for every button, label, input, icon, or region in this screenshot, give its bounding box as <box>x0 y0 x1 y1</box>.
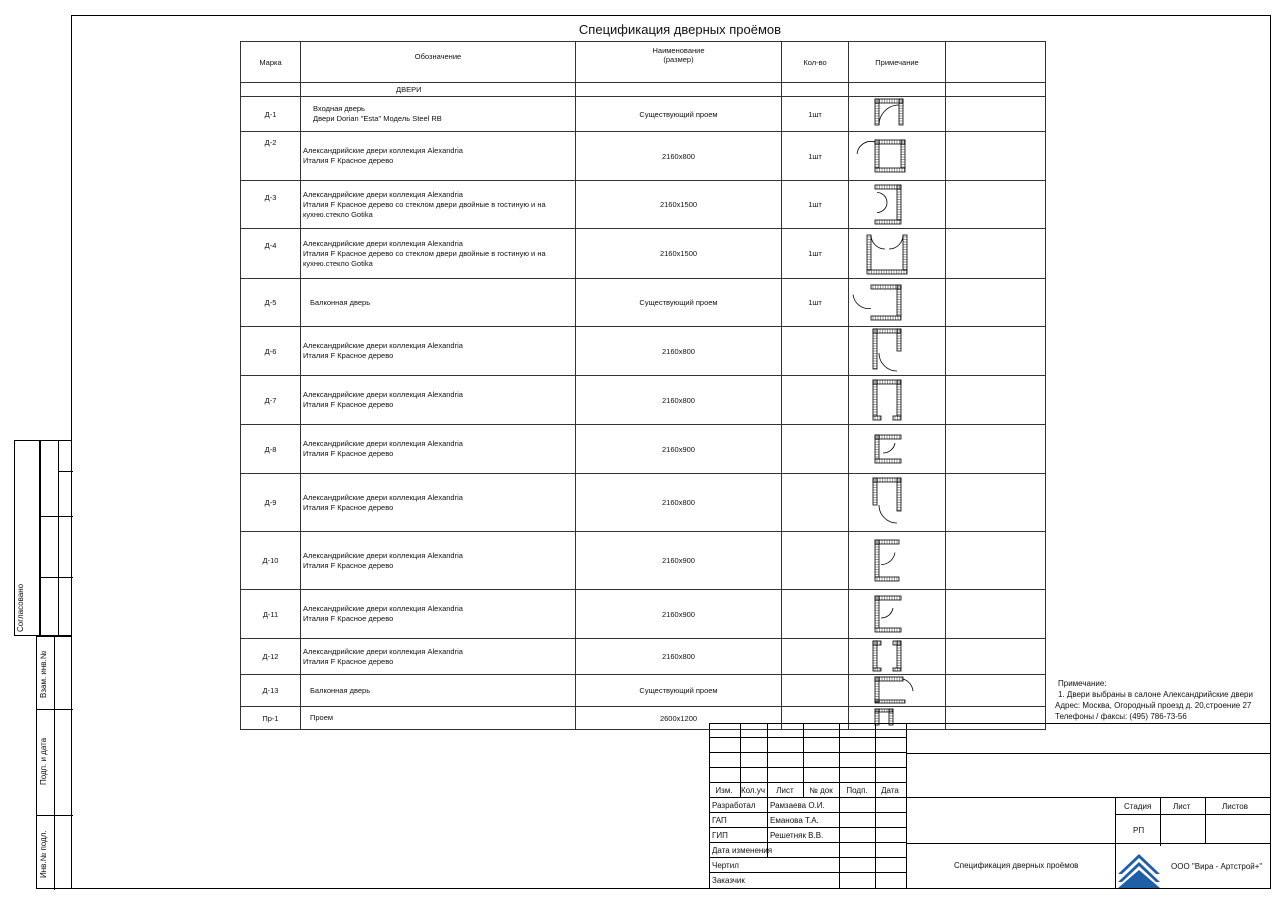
side-stamp-agreed-title <box>14 440 40 636</box>
row-mark: Д-9 <box>241 474 301 532</box>
row-designation <box>301 279 576 327</box>
row-mark: Д-8 <box>241 425 301 474</box>
row-mark: Д-2 <box>241 132 301 181</box>
stage-value: РП <box>1133 826 1145 835</box>
row-extra <box>946 590 1046 639</box>
row-desc-1: Александрийские двери коллекция Alexandria <box>303 390 463 399</box>
row-qty <box>782 532 849 590</box>
row-plan <box>849 474 946 532</box>
table-row <box>241 97 1046 132</box>
door-plan-icon <box>849 474 945 529</box>
row-designation <box>301 97 576 132</box>
row-desc-2: Италия F Красное дерево <box>303 156 394 165</box>
row-plan <box>849 132 946 181</box>
side-label-replace: Взам. инв.№ <box>39 650 48 698</box>
side-label-inv-no: Инв.№ подл. <box>39 830 48 878</box>
row-designation <box>301 425 576 474</box>
row-desc-1: Александрийские двери коллекция Alexandria <box>303 439 463 448</box>
stamp-col-label: Дата <box>881 786 899 795</box>
row-qty: 1шт <box>782 229 849 279</box>
sheets-label: Листов <box>1222 802 1248 811</box>
table-row <box>241 181 1046 229</box>
stamp-col-label: Подп. <box>846 786 868 795</box>
sheet-label: Лист <box>1173 802 1191 811</box>
row-desc-1: Александрийские двери коллекция Alexandria <box>303 550 463 560</box>
header-row <box>241 42 1046 83</box>
row-qty <box>782 474 849 532</box>
stamp-role: Дата изменения <box>712 846 773 855</box>
section-title: ДВЕРИ <box>301 83 576 97</box>
row-qty <box>782 376 849 425</box>
row-extra <box>946 97 1046 132</box>
row-designation <box>301 675 576 707</box>
row-qty <box>782 327 849 376</box>
stamp-person: Еманова Т.А. <box>770 816 819 825</box>
row-extra <box>946 425 1046 474</box>
row-mark: Д-6 <box>241 327 301 376</box>
row-size: 2160x800 <box>576 474 782 532</box>
row-size: 2160x800 <box>576 639 782 675</box>
table-row <box>241 279 1046 327</box>
stamp-role: Разработал <box>712 801 756 810</box>
door-plan-icon <box>849 132 945 178</box>
section-row <box>241 83 1046 97</box>
door-plan-icon <box>849 532 945 587</box>
row-designation <box>301 532 576 590</box>
table-row <box>241 229 1046 279</box>
door-plan-icon <box>849 675 945 704</box>
side-label-sign-date: Подп. и дата <box>39 737 48 785</box>
row-qty: 1шт <box>782 279 849 327</box>
header-note: Примечание <box>849 42 946 83</box>
row-size: 2600x1200 <box>576 707 782 730</box>
row-size: Существующий проем <box>576 279 782 327</box>
row-desc-2: Италия F Красное дерево <box>303 560 394 570</box>
stamp-role: ГАП <box>712 816 727 825</box>
row-plan <box>849 532 946 590</box>
row-mark: Д-11 <box>241 590 301 639</box>
door-plan-icon <box>849 639 945 672</box>
row-desc-2: Двери Dorian "Esta" Модель Steel RB <box>313 114 442 123</box>
row-extra <box>946 376 1046 425</box>
row-designation <box>301 590 576 639</box>
header-name-line2: (размер) <box>663 55 694 64</box>
stamp-person: Рамзаева О.И. <box>770 801 825 810</box>
row-qty <box>782 675 849 707</box>
row-desc-2: Италия F Красное дерево <box>303 502 394 512</box>
company-logo <box>1116 846 1162 888</box>
doc-title: Спецификация дверных проёмов <box>954 861 1079 870</box>
row-desc-1: Входная дверь <box>313 104 365 113</box>
page-title: Спецификация дверных проёмов <box>578 22 782 37</box>
row-desc-2: Италия F Красное дерево со стеклом двери двойные в гостиную и на <box>303 199 546 209</box>
row-mark: Д-4 <box>241 229 301 279</box>
header-extra <box>946 42 1046 83</box>
row-plan <box>849 376 946 425</box>
table-row <box>241 590 1046 639</box>
row-size: Существующий проем <box>576 675 782 707</box>
stamp-role: ГИП <box>712 831 728 840</box>
row-designation <box>301 229 576 279</box>
row-extra <box>946 675 1046 707</box>
row-size: Существующий проем <box>576 97 782 132</box>
row-desc-2: Италия F Красное дерево <box>303 656 394 666</box>
row-designation <box>301 474 576 532</box>
row-extra <box>946 181 1046 229</box>
row-plan <box>849 675 946 707</box>
door-plan-icon <box>849 425 945 471</box>
table-row <box>241 132 1046 181</box>
stamp-col-label: № док <box>809 786 833 795</box>
row-extra <box>946 474 1046 532</box>
row-qty <box>782 639 849 675</box>
row-desc-2: Италия F Красное дерево <box>303 351 394 360</box>
row-mark: Д-1 <box>241 97 301 132</box>
row-qty <box>782 590 849 639</box>
row-mark: Д-12 <box>241 639 301 675</box>
stamp-role: Заказчик <box>712 876 745 885</box>
notes-heading: Примечание: <box>1058 679 1107 688</box>
row-desc-1: Александрийские двери коллекция Alexandria <box>303 189 463 199</box>
row-mark: Д-13 <box>241 675 301 707</box>
door-plan-icon <box>849 229 945 276</box>
row-size: 2160x800 <box>576 376 782 425</box>
row-size: 2160x1500 <box>576 181 782 229</box>
row-plan <box>849 181 946 229</box>
row-desc-1: Александрийские двери коллекция Alexandria <box>303 604 463 613</box>
row-desc-1: Балконная дверь <box>310 685 371 695</box>
table-row <box>241 639 1046 675</box>
row-desc-3: кухню.стекло Gotika <box>303 209 373 219</box>
stamp-col-label: Изм. <box>715 786 733 795</box>
row-desc-3: кухню.стекло Gotika <box>303 258 373 268</box>
header-qty: Кол-во <box>782 42 849 83</box>
side-label-agreed: Согласовано <box>16 583 25 632</box>
door-plan-icon <box>849 97 945 129</box>
row-extra <box>946 279 1046 327</box>
row-extra <box>946 639 1046 675</box>
row-mark: Д-3 <box>241 181 301 229</box>
row-qty: 1шт <box>782 97 849 132</box>
row-plan <box>849 327 946 376</box>
stamp-person: Решетняк В.В. <box>770 831 824 840</box>
row-extra <box>946 532 1046 590</box>
side-stamp-agreed <box>40 440 72 636</box>
row-desc-1: Александрийские двери коллекция Alexandria <box>303 146 463 155</box>
row-designation <box>301 707 576 730</box>
row-designation <box>301 132 576 181</box>
table-row <box>241 474 1046 532</box>
table-row <box>241 376 1046 425</box>
row-designation <box>301 327 576 376</box>
table-row <box>241 327 1046 376</box>
row-plan <box>849 639 946 675</box>
row-desc-2: Италия F Красное дерево <box>303 449 394 458</box>
table-row <box>241 675 1046 707</box>
row-plan <box>849 590 946 639</box>
row-size: 2160x800 <box>576 327 782 376</box>
header-mark: Марка <box>241 42 301 83</box>
row-desc-1: Балконная дверь <box>310 297 371 307</box>
door-plan-icon <box>849 181 945 226</box>
row-designation <box>301 376 576 425</box>
stamp-col-label: Лист <box>776 786 794 795</box>
header-designation: Обозначение <box>301 42 576 83</box>
row-extra <box>946 229 1046 279</box>
row-size: 2160x800 <box>576 132 782 181</box>
stamp-role: Чертил <box>712 861 739 870</box>
spec-table <box>240 41 1046 730</box>
row-mark: Д-7 <box>241 376 301 425</box>
row-plan <box>849 425 946 474</box>
row-plan <box>849 279 946 327</box>
row-size: 2160x1500 <box>576 229 782 279</box>
door-plan-icon <box>849 590 945 636</box>
row-plan <box>849 97 946 132</box>
row-qty <box>782 425 849 474</box>
row-designation <box>301 181 576 229</box>
notes-block <box>1055 678 1253 722</box>
company-name: ООО "Вира - Артстрой+" <box>1171 862 1263 871</box>
header-name <box>576 42 782 83</box>
door-plan-icon <box>849 376 945 422</box>
header-name-line1: Наименование <box>652 46 705 55</box>
row-size: 2160x900 <box>576 590 782 639</box>
door-plan-icon <box>849 327 945 373</box>
row-plan <box>849 229 946 279</box>
row-designation <box>301 639 576 675</box>
row-extra <box>946 132 1046 181</box>
row-desc-1: Александрийские двери коллекция Alexandria <box>303 646 463 656</box>
row-desc-2: Италия F Красное дерево <box>303 400 394 409</box>
row-desc-2: Италия F Красное дерево <box>303 614 394 623</box>
table-row <box>241 425 1046 474</box>
stage-label: Стадия <box>1124 802 1152 811</box>
row-mark: Д-10 <box>241 532 301 590</box>
row-desc-1: Александрийские двери коллекция Alexandria <box>303 341 463 350</box>
row-mark: Пр-1 <box>241 707 301 730</box>
row-desc-2: Италия F Красное дерево со стеклом двери двойные в гостиную и на <box>303 248 546 258</box>
row-qty: 1шт <box>782 132 849 181</box>
row-size: 2160x900 <box>576 425 782 474</box>
row-desc-1: Александрийские двери коллекция Alexandria <box>303 492 463 502</box>
stamp-col-label: Кол.уч <box>741 786 765 795</box>
row-qty: 1шт <box>782 181 849 229</box>
row-extra <box>946 327 1046 376</box>
notes-line-1: 1. Двери выбраны в салоне Александрийские двери <box>1058 690 1253 699</box>
table-row <box>241 532 1046 590</box>
notes-line-3: Телефоны / факсы: (495) 786-73-56 <box>1055 712 1187 721</box>
row-mark: Д-5 <box>241 279 301 327</box>
row-desc-1: Проем <box>310 713 334 722</box>
row-desc-1: Александрийские двери коллекция Alexandria <box>303 238 463 248</box>
notes-line-2: Адрес: Москва, Огородный проезд д. 20,строение 27 <box>1055 701 1252 710</box>
door-plan-icon <box>849 279 945 324</box>
row-size: 2160x900 <box>576 532 782 590</box>
